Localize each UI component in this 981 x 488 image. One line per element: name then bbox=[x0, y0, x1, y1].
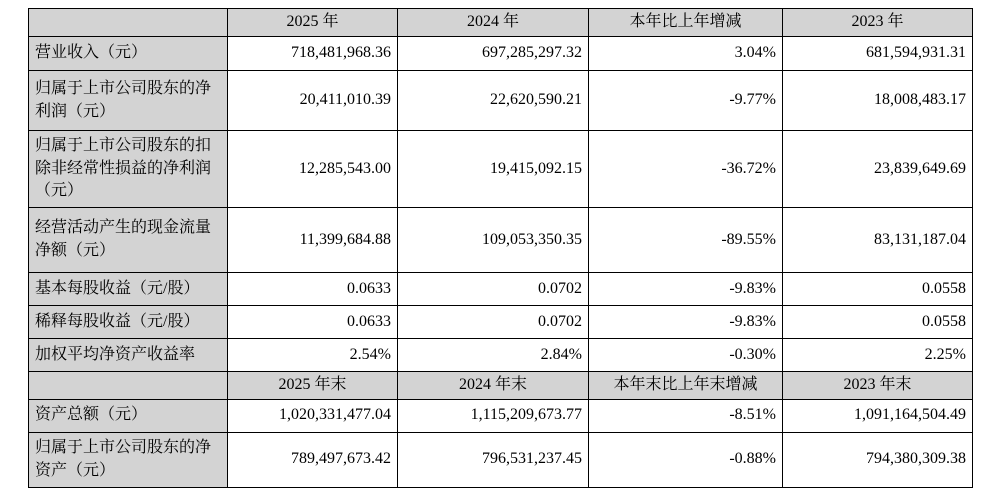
value-2025: 718,481,968.36 bbox=[228, 37, 398, 71]
value-2023: 681,594,931.31 bbox=[783, 37, 973, 71]
value-2024: 19,415,092.15 bbox=[398, 131, 589, 208]
value-change: -9.77% bbox=[589, 71, 783, 131]
value-end-2024: 796,531,237.45 bbox=[398, 432, 589, 487]
period-end-header-row bbox=[29, 372, 973, 400]
value-2023: 0.0558 bbox=[783, 306, 973, 339]
value-2024: 697,285,297.32 bbox=[398, 37, 589, 71]
value-change: -9.83% bbox=[589, 273, 783, 306]
row-label: 资产总额（元） bbox=[29, 399, 228, 432]
value-change: -0.30% bbox=[589, 339, 783, 372]
table-row-net-assets bbox=[29, 432, 973, 487]
value-end-2023: 794,380,309.38 bbox=[783, 432, 973, 487]
end-2025-header: 2025 年末 bbox=[228, 372, 398, 400]
row-label: 稀释每股收益（元/股） bbox=[29, 306, 228, 339]
value-2023: 0.0558 bbox=[783, 273, 973, 306]
value-change: 3.04% bbox=[589, 37, 783, 71]
table-row-diluted-eps bbox=[29, 306, 973, 339]
value-2025: 12,285,543.00 bbox=[228, 131, 398, 208]
key-financial-data-table bbox=[28, 8, 973, 488]
value-2025: 2.54% bbox=[228, 339, 398, 372]
value-2023: 2.25% bbox=[783, 339, 973, 372]
value-2024: 0.0702 bbox=[398, 306, 589, 339]
row-label: 营业收入（元） bbox=[29, 37, 228, 71]
table-row-operating-cash-flow bbox=[29, 208, 973, 273]
table-row-weighted-avg-roe bbox=[29, 339, 973, 372]
value-end-2024: 1,115,209,673.77 bbox=[398, 399, 589, 432]
table-row-basic-eps bbox=[29, 273, 973, 306]
value-end-2025: 789,497,673.42 bbox=[228, 432, 398, 487]
row-label: 基本每股收益（元/股） bbox=[29, 273, 228, 306]
value-2025: 11,399,684.88 bbox=[228, 208, 398, 273]
value-change: -89.55% bbox=[589, 208, 783, 273]
value-2024: 0.0702 bbox=[398, 273, 589, 306]
value-2023: 18,008,483.17 bbox=[783, 71, 973, 131]
value-end-2025: 1,020,331,477.04 bbox=[228, 399, 398, 432]
value-2025: 0.0633 bbox=[228, 273, 398, 306]
table-row-net-profit-excl-nonrecurring bbox=[29, 131, 973, 208]
table-row-net-profit bbox=[29, 71, 973, 131]
annual-header-row bbox=[29, 9, 973, 37]
year-2023-header: 2023 年 bbox=[783, 9, 973, 37]
end-2024-header: 2024 年末 bbox=[398, 372, 589, 400]
row-label: 归属于上市公司股东的净资产（元） bbox=[29, 432, 228, 487]
value-end-change: -0.88% bbox=[589, 432, 783, 487]
row-label: 经营活动产生的现金流量净额（元） bbox=[29, 208, 228, 273]
value-2024: 2.84% bbox=[398, 339, 589, 372]
row-label: 加权平均净资产收益率 bbox=[29, 339, 228, 372]
end-2023-header: 2023 年末 bbox=[783, 372, 973, 400]
value-end-change: -8.51% bbox=[589, 399, 783, 432]
value-change: -9.83% bbox=[589, 306, 783, 339]
value-2025: 20,411,010.39 bbox=[228, 71, 398, 131]
end-change-header: 本年末比上年末增减 bbox=[589, 372, 783, 400]
corner-empty-cell bbox=[29, 372, 228, 400]
year-2025-header: 2025 年 bbox=[228, 9, 398, 37]
corner-empty-cell bbox=[29, 9, 228, 37]
value-2024: 22,620,590.21 bbox=[398, 71, 589, 131]
yoy-change-header: 本年比上年增减 bbox=[589, 9, 783, 37]
table-row-total-assets bbox=[29, 399, 973, 432]
value-2023: 23,839,649.69 bbox=[783, 131, 973, 208]
value-end-2023: 1,091,164,504.49 bbox=[783, 399, 973, 432]
value-2024: 109,053,350.35 bbox=[398, 208, 589, 273]
year-2024-header: 2024 年 bbox=[398, 9, 589, 37]
value-change: -36.72% bbox=[589, 131, 783, 208]
value-2025: 0.0633 bbox=[228, 306, 398, 339]
row-label: 归属于上市公司股东的净利润（元） bbox=[29, 71, 228, 131]
value-2023: 83,131,187.04 bbox=[783, 208, 973, 273]
table-row-revenue bbox=[29, 37, 973, 71]
row-label: 归属于上市公司股东的扣除非经常性损益的净利润（元） bbox=[29, 131, 228, 208]
